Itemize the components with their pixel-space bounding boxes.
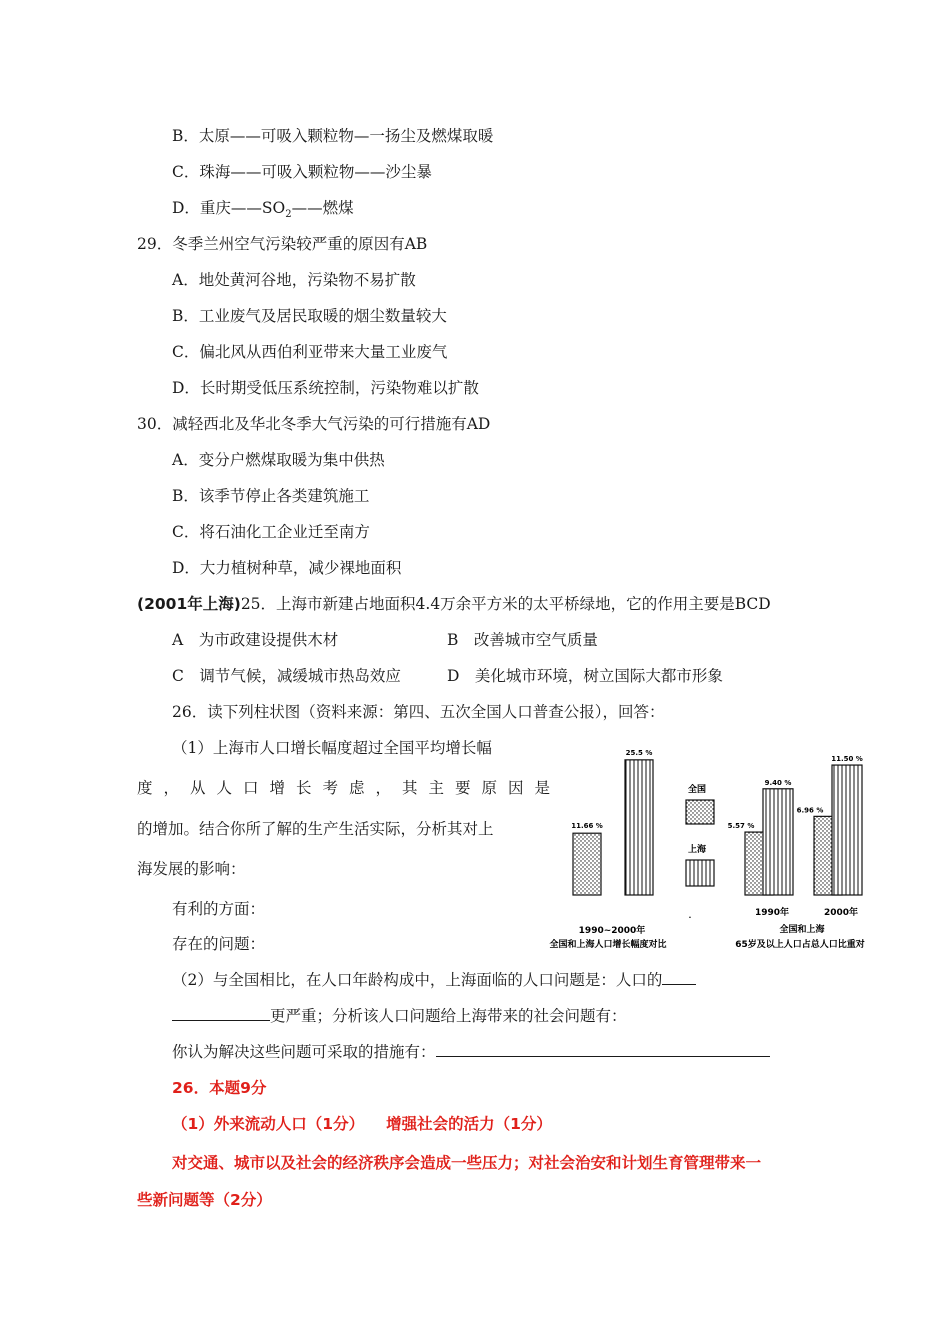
bar-全国 (573, 833, 601, 895)
answer-blank[interactable] (172, 1006, 270, 1021)
growth-comparison-chart (549, 749, 691, 950)
bar-上海 (625, 760, 653, 895)
aging-comparison-chart (728, 755, 865, 950)
chart1-title: 全国和上海人口增长幅度对比 (549, 940, 667, 950)
q29-option-c: C．偏北风从西伯利亚带来大量工业废气 (172, 343, 448, 361)
q30-option-b: B．该季节停止各类建筑施工 (172, 487, 370, 505)
question-26: 26．读下列柱状图（资料来源：第四、五次全国人口普查公报），回答： (172, 703, 665, 721)
population-bar-charts (540, 740, 880, 960)
q30-option-a: A．变分户燃煤取暖为集中供热 (172, 451, 385, 469)
q26-part2-line1: （2）与全国相比，在人口年龄构成中，上海面临的人口问题是：人口的 (172, 970, 696, 990)
chart1-xlabel: 1990~2000年 (578, 926, 646, 936)
question-29: 29．冬季兰州空气污染较严重的原因有AB (137, 235, 428, 253)
chart2-subtitle: 全国和上海 (779, 925, 825, 935)
answer-blank[interactable] (662, 970, 696, 985)
legend-national-swatch (686, 800, 714, 824)
data-label: 5.57 % (727, 822, 755, 831)
q30-option-d: D．大力植树种草，减少裸地面积 (172, 559, 402, 577)
q26-part1-line1: （1）上海市人口增长幅度超过全国平均增长幅 (172, 739, 492, 757)
option-c-zhuhai: C．珠海——可吸入颗粒物——沙尘暴 (172, 163, 432, 181)
answer-part1: （1）外来流动人口（1分） 增强社会的活力（1分） (172, 1115, 552, 1133)
q26-part2-line3: 你认为解决这些问题可采取的措施有： (172, 1042, 770, 1062)
q26-part1-line4: 海发展的影响： (137, 860, 246, 878)
answer-heading: 26．本题9分 (172, 1079, 267, 1097)
data-label: 6.96 % (796, 806, 824, 815)
option-b-taiyuan: B．太原——可吸入颗粒物—一扬尘及燃煤取暖 (172, 127, 494, 145)
answer-line-3: 对交通、城市以及社会的经济秩序会造成一些压力；对社会治安和计划生育管理带来一 (172, 1154, 762, 1172)
chart-legend (686, 783, 714, 886)
exam-source-tag: (2001年上海) (137, 595, 241, 613)
q26-part2-line2: 更严重；分析该人口问题给上海带来的社会问题有： (172, 1006, 627, 1026)
data-label: 9.40 % (764, 778, 792, 787)
data-label: 11.66 % (571, 822, 603, 831)
separator-dot: · (688, 914, 692, 922)
bar-上海-2000年 (832, 765, 862, 895)
q29-option-a: A．地处黄河谷地，污染物不易扩散 (172, 271, 416, 289)
q29-option-d: D．长时期受低压系统控制，污染物难以扩散 (172, 379, 479, 397)
data-label: 11.50 % (831, 755, 863, 764)
category-label: 1990年 (754, 908, 790, 918)
legend-shanghai-label: 上海 (688, 845, 707, 855)
category-label: 2000年 (823, 908, 859, 918)
legend-national-label: 全国 (688, 785, 707, 795)
answer-line-4: 些新问题等（2分） (137, 1191, 272, 1209)
question-25: (2001年上海)25．上海市新建占地面积4.4万余平方米的太平桥绿地，它的作用主要是BCD (137, 595, 771, 613)
chart2-title: 65岁及以上人口占总人口比重对 (735, 940, 865, 950)
bar-上海-1990年 (763, 789, 793, 895)
problems-label: 存在的问题： (172, 935, 266, 953)
data-label: 25.5 % (625, 748, 653, 757)
question-30: 30．减轻西北及华北冬季大气污染的可行措施有AD (137, 415, 491, 433)
legend-shanghai-swatch (686, 860, 714, 886)
q26-part1-line2: 度，从人口增长考虑，其主要原因是 (137, 779, 562, 797)
q29-option-b: B．工业废气及居民取暖的烟尘数量较大 (172, 307, 447, 325)
q30-option-c: C．将石油化工企业迁至南方 (172, 523, 370, 541)
answer-blank[interactable] (436, 1042, 770, 1057)
q26-part1-line3: 的增加。结合你所了解的生产生活实际，分析其对上 (137, 820, 494, 838)
q25-option-d: D 美化城市环境，树立国际大都市形象 (447, 667, 723, 685)
advantages-label: 有利的方面： (172, 900, 266, 918)
chart-svg (540, 740, 880, 960)
q25-option-a: A 为市政建设提供木材 (172, 631, 339, 649)
q25-option-b: B 改善城市空气质量 (447, 631, 598, 649)
q25-option-c: C 调节气候，减缓城市热岛效应 (172, 667, 401, 685)
option-d-chongqing: D．重庆$——SO_2——$燃煤 (172, 199, 354, 221)
